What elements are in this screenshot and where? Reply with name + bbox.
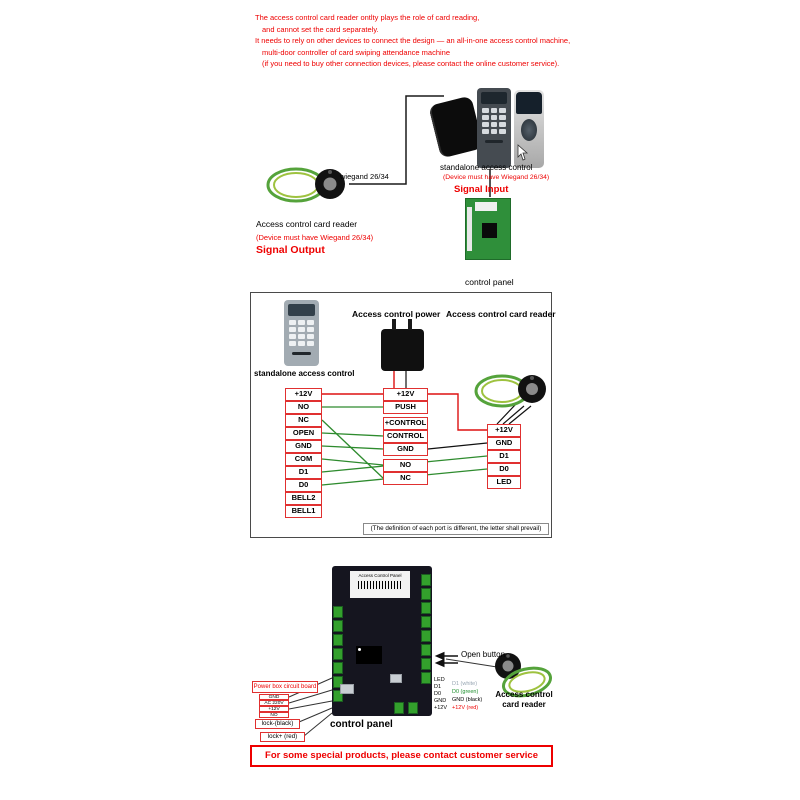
key xyxy=(491,115,498,120)
terminal-box: LED xyxy=(487,476,521,489)
board-sticker xyxy=(350,571,410,598)
standalone-keypad-device xyxy=(284,300,319,366)
control-panel-label: control panel xyxy=(465,277,514,287)
keypad-screen xyxy=(288,304,315,316)
main-chip xyxy=(356,646,382,664)
terminal-box: +12V xyxy=(383,388,428,401)
terminal-block xyxy=(408,702,418,714)
footer-notice: For some special products, please contact customer service xyxy=(250,745,553,767)
standalone-wiegand-note: (Device must have Wiegand 26/34) xyxy=(443,174,550,181)
terminal-block xyxy=(394,702,404,714)
board-pin-label: GND xyxy=(434,698,447,704)
open-button-label: Open button xyxy=(461,650,506,659)
wiegand-label: wiegand 26/34 xyxy=(340,172,389,181)
access-power-label: Access control power xyxy=(352,309,441,319)
hand-cursor-icon xyxy=(517,144,531,162)
terminal-block xyxy=(421,658,431,670)
terminal-box: PUSH xyxy=(383,401,428,414)
plug-prong xyxy=(408,319,412,330)
pcb-chip xyxy=(482,223,497,238)
keypad-access-device xyxy=(477,88,511,168)
terminal-box: GND xyxy=(487,437,521,450)
key xyxy=(307,334,314,339)
key xyxy=(482,122,489,127)
terminal-box: NO xyxy=(285,401,322,414)
terminal-box: NO xyxy=(383,459,428,472)
terminal-box: COM xyxy=(285,453,322,466)
keypad-screen xyxy=(481,92,508,104)
terminal-box: D1 xyxy=(487,450,521,463)
power-adapter xyxy=(381,329,424,371)
control-panel-label: control panel xyxy=(330,719,393,730)
key xyxy=(499,129,506,134)
key xyxy=(298,341,305,346)
black-card-reader-device xyxy=(428,95,484,158)
keypad-keys xyxy=(477,106,511,136)
reader-coil-antenna xyxy=(474,361,552,416)
control-panel-board-large xyxy=(332,566,432,716)
key xyxy=(298,320,305,325)
barcode xyxy=(358,581,402,589)
terminal-block xyxy=(421,672,431,684)
card-reader-label: Access control card reader xyxy=(446,309,556,319)
power-box-label: Power box circuit board xyxy=(252,681,318,693)
intro-text xyxy=(255,12,570,70)
key xyxy=(499,122,506,127)
wire-color-note: D1 (white) xyxy=(452,681,478,687)
terminal-box: GND xyxy=(383,443,428,456)
terminal-box: NC xyxy=(285,414,322,427)
card-reader-label: Access control xyxy=(495,690,553,699)
intro-line: and cannot set the card separately. xyxy=(262,24,379,34)
key xyxy=(307,327,314,332)
signal-output-label: Signal Output xyxy=(256,244,325,256)
pcb-connector-strip xyxy=(467,207,472,251)
board-pin-label: LED xyxy=(434,677,445,683)
wire-color-note: +12V (red) xyxy=(452,705,479,711)
terminal-block xyxy=(333,634,343,646)
standalone-access-label: standalone access control xyxy=(440,163,533,172)
intro-line: multi-door controller of card swiping attendance machine xyxy=(262,47,451,57)
key xyxy=(298,327,305,332)
card-reader-label: Access control card reader xyxy=(256,219,358,229)
wire-color-note: D0 (green) xyxy=(452,689,479,695)
terminal-block xyxy=(421,644,431,656)
terminal-block xyxy=(421,588,431,600)
key xyxy=(289,320,296,325)
plug-prong xyxy=(392,319,396,330)
terminal-box: +CONTROL xyxy=(383,417,428,430)
terminal-block xyxy=(333,662,343,674)
power-terminal: GND xyxy=(259,694,289,700)
terminal-box: NC xyxy=(383,472,428,485)
standalone-access-label: standalone access control xyxy=(254,369,355,378)
terminal-box: D1 xyxy=(285,466,322,479)
key xyxy=(482,129,489,134)
key xyxy=(289,327,296,332)
keypad-keys xyxy=(284,318,319,348)
key xyxy=(491,129,498,134)
terminal-block xyxy=(333,620,343,632)
key xyxy=(482,108,489,113)
key xyxy=(491,108,498,113)
terminal-box: OPEN xyxy=(285,427,322,440)
fingerprint-sensor xyxy=(521,119,537,141)
terminal-box: BELL1 xyxy=(285,505,322,518)
keypad-speaker xyxy=(292,352,311,355)
board-sticker-title: Access Control Panel xyxy=(358,573,402,578)
intro-line: (if you need to buy other connection devices, please contact the online customer service). xyxy=(262,59,560,68)
terminal-box: BELL2 xyxy=(285,492,322,505)
terminal-block xyxy=(421,574,431,586)
card-reader-wiegand-note: (Device must have Wiegand 26/34) xyxy=(256,233,374,242)
key xyxy=(289,341,296,346)
open-button-arrows xyxy=(436,653,458,667)
key xyxy=(491,122,498,127)
terminal-block xyxy=(333,648,343,660)
key xyxy=(499,115,506,120)
key xyxy=(298,334,305,339)
power-terminal: +12V xyxy=(259,706,289,712)
card-reader-label: card reader xyxy=(502,700,546,709)
power-terminal: NO xyxy=(259,712,289,718)
terminal-block xyxy=(421,602,431,614)
signal-input-label: Signal Input xyxy=(454,184,509,195)
relay-component xyxy=(390,674,402,683)
pcb-label-sticker xyxy=(475,202,497,211)
terminal-box: +12V xyxy=(285,388,322,401)
board-pin-label: D0 xyxy=(434,691,442,697)
terminal-block xyxy=(421,616,431,628)
intro-line: It needs to rely on other devices to connect the design — an all-in-one access control machine, xyxy=(255,36,571,45)
terminal-box: +12V xyxy=(487,424,521,437)
key xyxy=(307,341,314,346)
board-pin-label: D1 xyxy=(434,684,442,690)
keypad-speaker xyxy=(485,140,504,143)
reader-coil-antenna xyxy=(260,158,355,214)
terminal-box: CONTROL xyxy=(383,430,428,443)
terminal-block xyxy=(333,606,343,618)
fingerprint-screen xyxy=(516,92,542,114)
intro-line: The access control card reader ontlty plays the role of card reading, xyxy=(255,13,480,22)
terminal-box: D0 xyxy=(285,479,322,492)
lock-positive-label: lock+ (red) xyxy=(260,732,305,742)
board-pin-label: +12V xyxy=(434,705,447,711)
terminal-box: D0 xyxy=(487,463,521,476)
terminal-box: GND xyxy=(285,440,322,453)
lock-negative-label: lock-(black) xyxy=(255,719,300,729)
key xyxy=(499,108,506,113)
port-definition-note: (The definition of each port is different, the letter shall prevail) xyxy=(363,523,549,535)
control-panel-board-small xyxy=(465,198,511,260)
wire-color-note: GND (black) xyxy=(452,697,483,703)
terminal-block xyxy=(421,630,431,642)
key xyxy=(482,115,489,120)
power-terminal: AC 220V xyxy=(259,700,289,706)
key xyxy=(307,320,314,325)
key xyxy=(289,334,296,339)
relay-component xyxy=(340,684,354,694)
